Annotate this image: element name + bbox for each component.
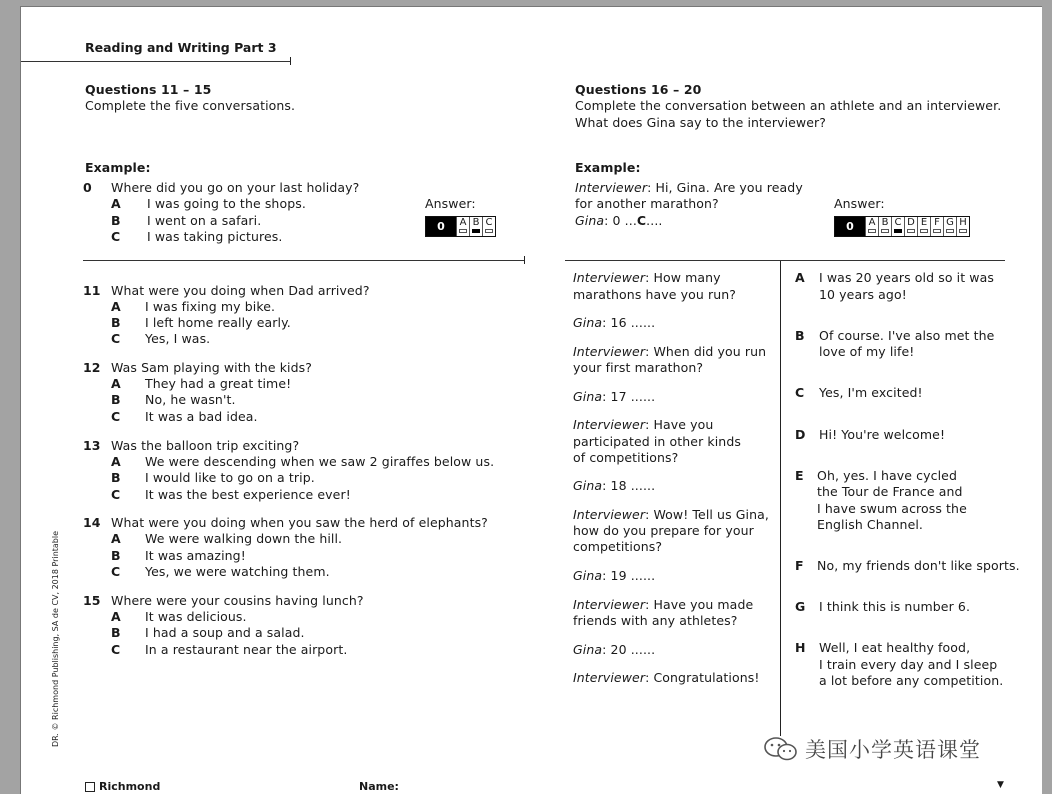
gina-answer-18: Gina: 18 ...... xyxy=(573,478,656,493)
left-answer-box xyxy=(425,216,496,237)
left-example-label: Example: xyxy=(85,160,151,175)
dialogue-line: Interviewer: How many xyxy=(573,270,721,285)
answer-text: Yes, I'm excited! xyxy=(819,385,923,400)
option-text: They had a great time! xyxy=(145,376,292,391)
answer-text: I train every day and I sleep xyxy=(819,657,998,672)
dialogue-line: participated in other kinds xyxy=(573,434,741,449)
right-answer-box xyxy=(834,216,970,237)
example-divider xyxy=(83,260,525,261)
dialogue-line: marathons have you run? xyxy=(573,287,737,302)
question-text: What were you doing when Dad arrived? xyxy=(111,283,370,298)
answer-cell: D xyxy=(904,217,917,236)
right-example-gina: Gina: 0 ...C.... xyxy=(575,213,663,228)
option-text: No, he wasn't. xyxy=(145,392,236,407)
left-answer-label: Answer: xyxy=(425,196,476,211)
option-text: I had a soup and a salad. xyxy=(145,625,305,640)
answer-text: a lot before any competition. xyxy=(819,673,1004,688)
right-heading: Questions 16 – 20 xyxy=(575,82,702,97)
example-question: Where did you go on your last holiday? xyxy=(111,180,360,195)
answer-letter: F xyxy=(795,558,804,573)
option-letter: B xyxy=(111,470,121,485)
question-number: 15 xyxy=(83,593,101,608)
answer-text: Of course. I've also met the xyxy=(819,328,995,343)
option-text: It was the best experience ever! xyxy=(145,487,351,502)
dialogue-line: Interviewer: When did you run xyxy=(573,344,767,359)
option-letter: B xyxy=(111,548,121,563)
gina-answer-20: Gina: 20 ...... xyxy=(573,642,656,657)
option-text: I was fixing my bike. xyxy=(145,299,276,314)
gina-answer-16: Gina: 16 ...... xyxy=(573,315,656,330)
wechat-icon xyxy=(763,736,799,762)
dialogue-line: friends with any athletes? xyxy=(573,613,738,628)
answer-text: I have swum across the xyxy=(817,501,967,516)
answer-cell: C xyxy=(891,217,904,236)
question-text: Where were your cousins having lunch? xyxy=(111,593,364,608)
right-example-label: Example: xyxy=(575,160,641,175)
option-text: We were walking down the hill. xyxy=(145,531,343,546)
answer-letter: C xyxy=(795,385,805,400)
question-number: 14 xyxy=(83,515,101,530)
answer-cell: G xyxy=(943,217,956,236)
dialogue-line: Interviewer: Wow! Tell us Gina, xyxy=(573,507,769,522)
question-text: What were you doing when you saw the herd of elephants? xyxy=(111,515,488,530)
answer-text: love of my life! xyxy=(819,344,915,359)
option-letter: B xyxy=(111,315,121,330)
answer-box-zero: 0 xyxy=(835,217,865,236)
question-text: Was Sam playing with the kids? xyxy=(111,360,312,375)
example-option-text: I was taking pictures. xyxy=(147,229,283,244)
dialogue-line: your first marathon? xyxy=(573,360,704,375)
option-letter: B xyxy=(111,392,121,407)
answer-cell: H xyxy=(956,217,969,236)
answer-letter: B xyxy=(795,328,805,343)
option-letter: B xyxy=(111,625,121,640)
answer-text: Hi! You're welcome! xyxy=(819,427,946,442)
watermark-text: 美国小学英语课堂 xyxy=(805,738,981,762)
option-letter: C xyxy=(111,487,121,502)
example-option-letter: A xyxy=(111,196,121,211)
option-letter: C xyxy=(111,409,121,424)
right-instruction-1: Complete the conversation between an athlete and an interviewer. xyxy=(575,98,1002,113)
option-letter: C xyxy=(111,331,121,346)
dialogue-line: competitions? xyxy=(573,539,663,554)
answer-letter: D xyxy=(795,427,806,442)
option-text: It was delicious. xyxy=(145,609,247,624)
answer-letter: H xyxy=(795,640,806,655)
question-number: 13 xyxy=(83,438,101,453)
dialogue-line: Interviewer: Have you xyxy=(573,417,714,432)
example-number: 0 xyxy=(83,180,92,195)
side-copyright: DR. © Richmond Publishing, SA de CV, 2018 Printable xyxy=(51,530,60,747)
right-answer-label: Answer: xyxy=(834,196,885,211)
option-letter: A xyxy=(111,299,121,314)
answer-letter: G xyxy=(795,599,806,614)
option-letter: C xyxy=(111,642,121,657)
option-text: Yes, we were watching them. xyxy=(145,564,330,579)
answer-cell: C xyxy=(482,217,495,236)
answer-cell: B xyxy=(878,217,891,236)
option-text: Yes, I was. xyxy=(145,331,211,346)
right-instruction-2: What does Gina say to the interviewer? xyxy=(575,115,827,130)
example-option-letter: B xyxy=(111,213,121,228)
example-divider-tick xyxy=(524,256,525,264)
watermark xyxy=(763,734,981,764)
dialogue-closing: Interviewer: Congratulations! xyxy=(573,670,760,685)
option-text: It was amazing! xyxy=(145,548,246,563)
option-letter: A xyxy=(111,454,121,469)
answer-cell: A xyxy=(865,217,878,236)
answer-text: I think this is number 6. xyxy=(819,599,971,614)
header-rule-tick xyxy=(290,57,291,65)
answer-text: Well, I eat healthy food, xyxy=(819,640,971,655)
answer-text: the Tour de France and xyxy=(817,484,963,499)
gina-answer-17: Gina: 17 ...... xyxy=(573,389,656,404)
answer-text: 10 years ago! xyxy=(819,287,907,302)
right-divider xyxy=(565,260,1005,261)
example-option-text: I was going to the shops. xyxy=(147,196,306,211)
option-text: We were descending when we saw 2 giraffes below us. xyxy=(145,454,495,469)
answer-text: I was 20 years old so it was xyxy=(819,270,994,285)
footer-marker: ▼ xyxy=(997,780,1004,790)
dialogue-line: how do you prepare for your xyxy=(573,523,754,538)
brand-icon xyxy=(85,782,95,792)
dialogue-line: Interviewer: Have you made xyxy=(573,597,754,612)
gina-answer-19: Gina: 19 ...... xyxy=(573,568,656,583)
worksheet-page xyxy=(20,6,1042,794)
answer-cell: E xyxy=(917,217,930,236)
footer-name-label: Name: xyxy=(359,780,399,793)
answer-text: Oh, yes. I have cycled xyxy=(817,468,957,483)
question-number: 12 xyxy=(83,360,101,375)
answer-letter: A xyxy=(795,270,805,285)
answer-text: No, my friends don't like sports. xyxy=(817,558,1020,573)
option-text: I would like to go on a trip. xyxy=(145,470,315,485)
header-rule xyxy=(21,61,291,62)
example-option-text: I went on a safari. xyxy=(147,213,262,228)
question-number: 11 xyxy=(83,283,101,298)
answer-text: English Channel. xyxy=(817,517,924,532)
right-example-interviewer: Interviewer: Hi, Gina. Are you ready xyxy=(575,180,803,195)
answer-cell: B xyxy=(469,217,482,236)
option-text: I left home really early. xyxy=(145,315,291,330)
dialogue-line: of competitions? xyxy=(573,450,679,465)
column-separator xyxy=(780,261,781,736)
answer-cell: F xyxy=(930,217,943,236)
question-text: Was the balloon trip exciting? xyxy=(111,438,300,453)
option-letter: A xyxy=(111,531,121,546)
option-letter: A xyxy=(111,609,121,624)
example-option-letter: C xyxy=(111,229,121,244)
page-header-title: Reading and Writing Part 3 xyxy=(85,40,277,55)
option-text: In a restaurant near the airport. xyxy=(145,642,348,657)
option-letter: A xyxy=(111,376,121,391)
footer-brand: Richmond xyxy=(85,780,160,793)
right-example-line-2: for another marathon? xyxy=(575,196,719,211)
option-text: It was a bad idea. xyxy=(145,409,258,424)
answer-letter: E xyxy=(795,468,804,483)
left-instruction: Complete the five conversations. xyxy=(85,98,296,113)
option-letter: C xyxy=(111,564,121,579)
answer-box-zero: 0 xyxy=(426,217,456,236)
left-heading: Questions 11 – 15 xyxy=(85,82,212,97)
answer-cell: A xyxy=(456,217,469,236)
